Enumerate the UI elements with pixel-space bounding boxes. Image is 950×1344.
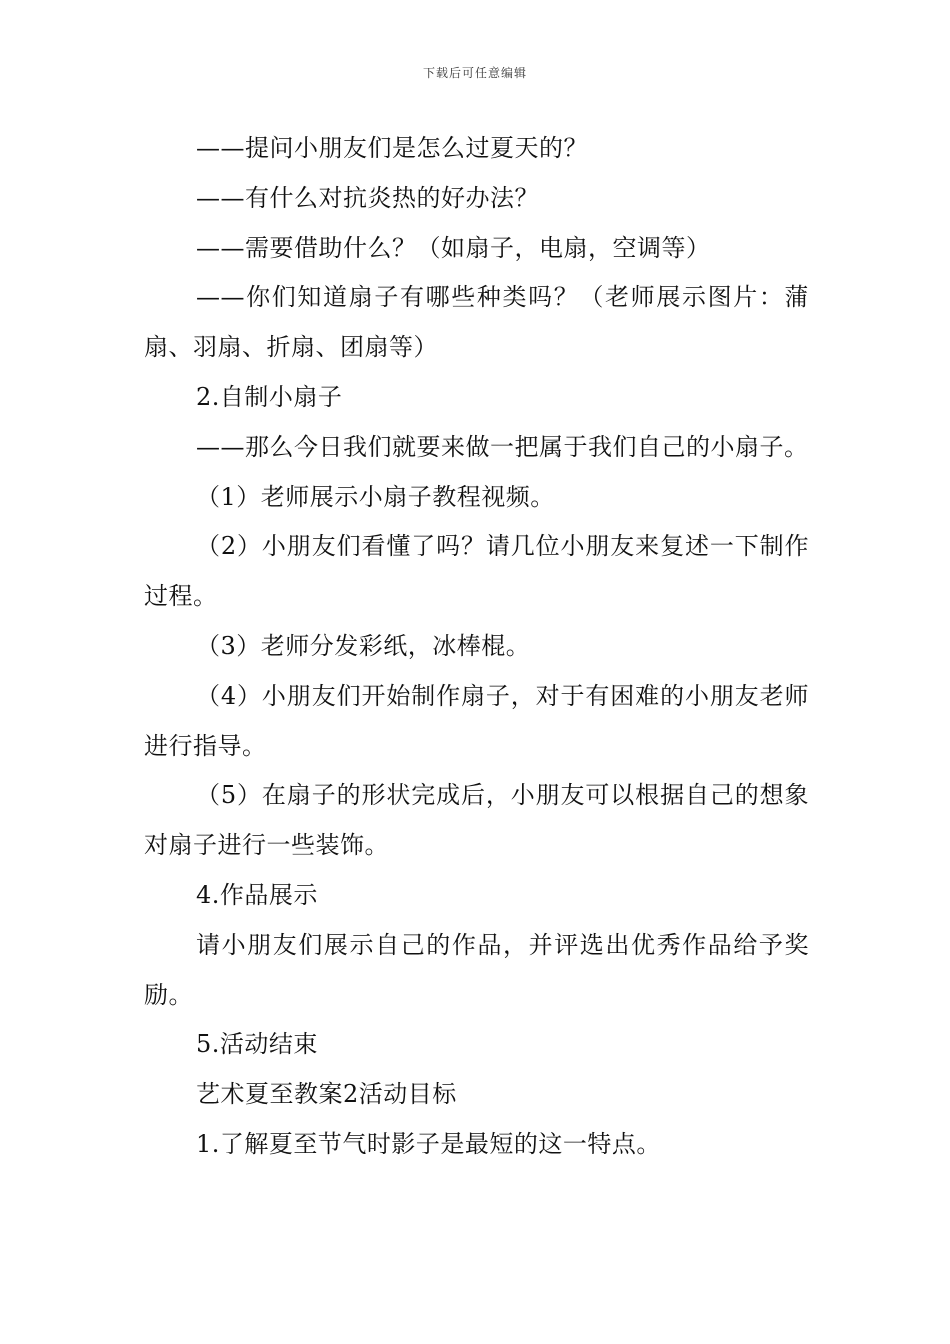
section-heading: 2.自制小扇子 [196,382,343,411]
paragraph: ——需要借助什么？（如扇子，电扇，空调等） [196,233,711,262]
paragraph: ——那么今日我们就要来做一把属于我们自己的小扇子。 [196,432,809,461]
paragraph: ——提问小朋友们是怎么过夏天的？ [196,134,588,162]
list-item: （4）小朋友们开始制作扇子，对于有困难的小朋友老师进行指导。 [144,681,809,760]
paragraph: 请小朋友们展示自己的作品，并评选出优秀作品给予奖励。 [144,930,809,1009]
section-heading: 5.活动结束 [196,1030,318,1059]
list-item: （5）在扇子的形状完成后，小朋友可以根据自己的想象对扇子进行一些装饰。 [144,781,809,860]
section-heading: 4.作品展示 [196,880,318,909]
document-body [144,124,809,1170]
paragraph: 1.了解夏至节气时影子是最短的这一特点。 [196,1129,661,1158]
list-item: （3）老师分发彩纸，冰棒棍。 [196,631,531,660]
section-heading: 艺术夏至教案2活动目标 [196,1080,457,1109]
list-item: （2）小朋友们看懂了吗？请几位小朋友来复述一下制作过程。 [144,532,809,611]
paragraph: ——你们知道扇子有哪些种类吗？（老师展示图片：蒲扇、羽扇、折扇、团扇等） [144,283,809,362]
paragraph: ——有什么对抗炎热的好办法？ [196,183,539,212]
page-header: 下载后可任意编辑 [422,66,527,80]
list-item: （1）老师展示小扇子教程视频。 [196,482,555,511]
